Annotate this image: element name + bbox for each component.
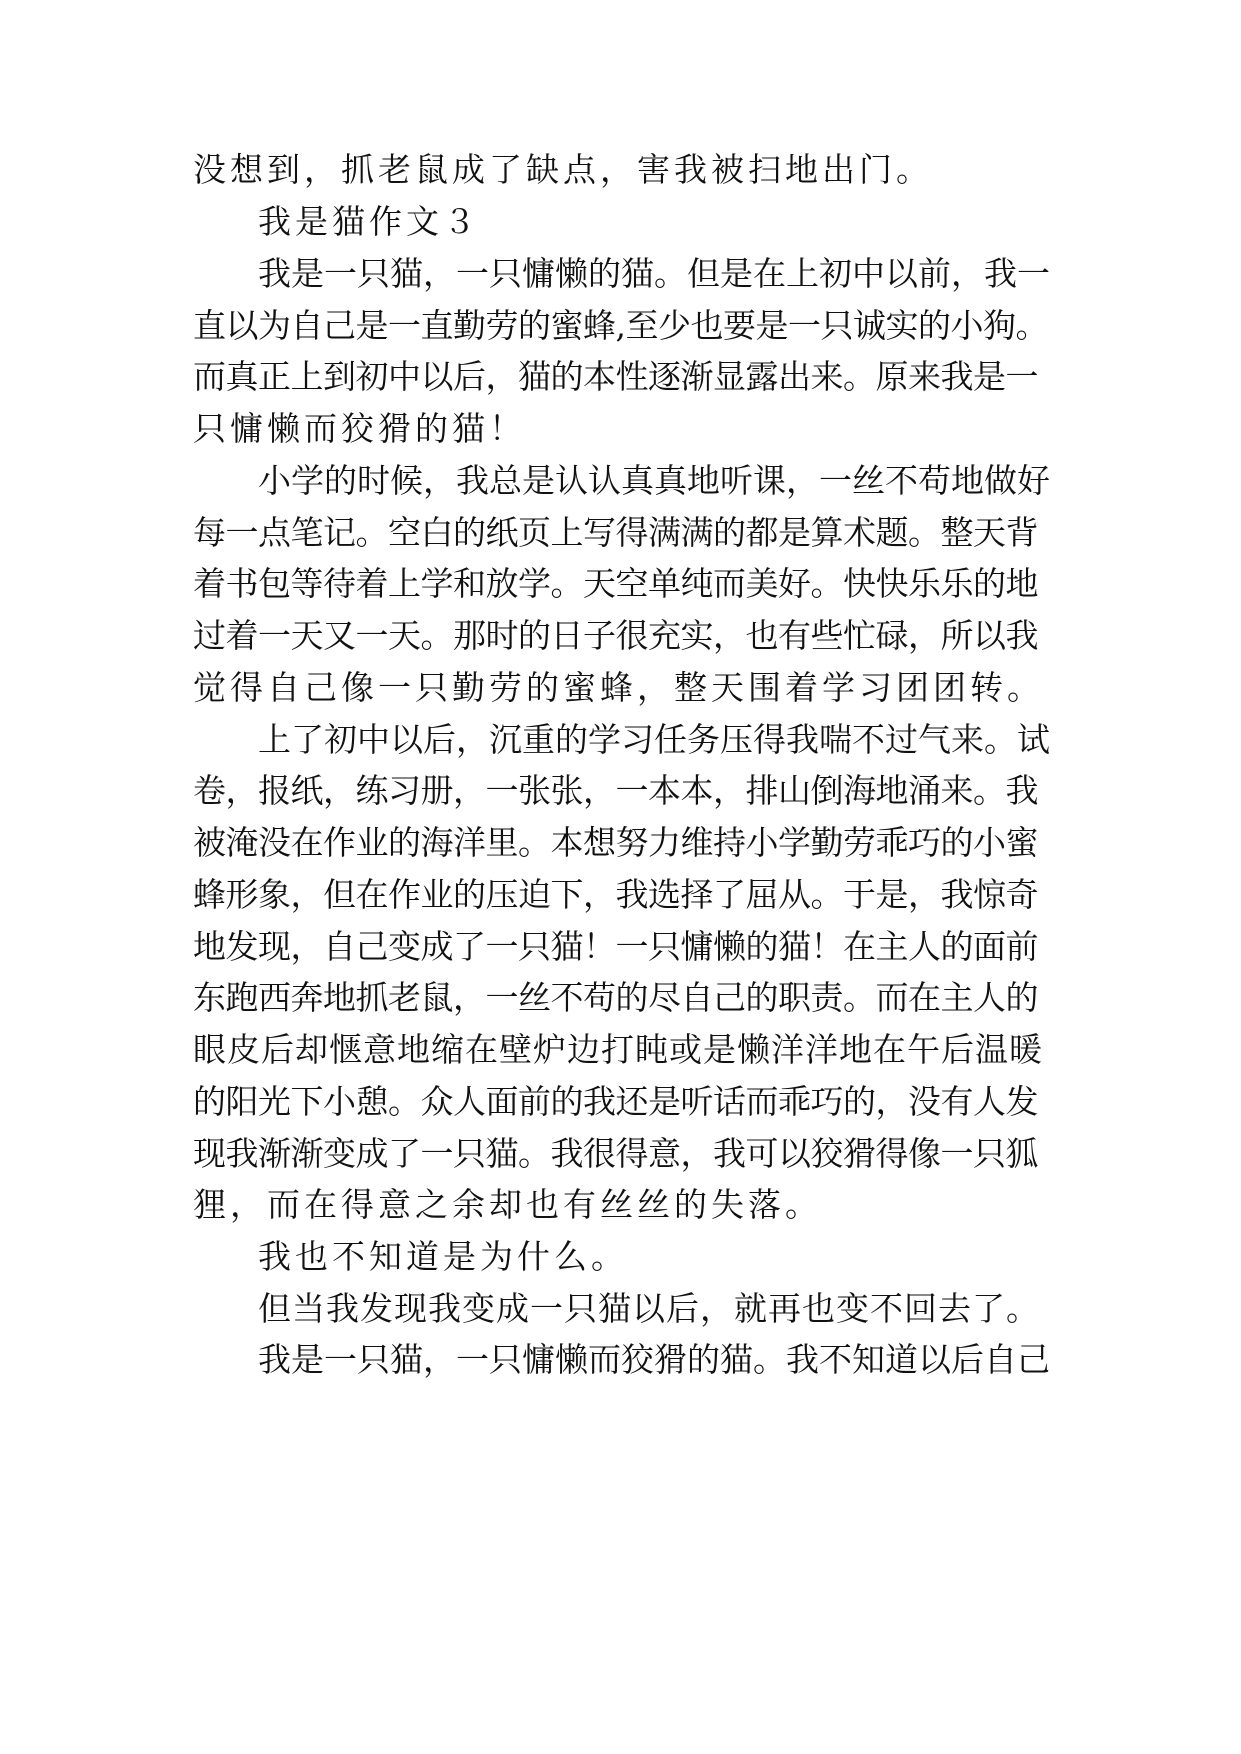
text-line: 没想到，抓老鼠成了缺点，害我被扫地出门。 [193,150,933,189]
text-line: 我是一只猫，一只慵懒的猫。但是在上初中以前，我一 [258,254,1050,293]
text-line: 卷，报纸，练习册，一张张，一本本，排山倒海地涌来。我 [193,771,1038,810]
text-line: 过着一天又一天。那时的日子很充实，也有些忙碌，所以我 [193,616,1038,655]
text-line: 小学的时候，我总是认认真真地听课，一丝不苟地做好 [258,461,1050,500]
text-line: 着书包等待着上学和放学。天空单纯而美好。快快乐乐的地 [193,564,1038,603]
text-line: 我也不知道是为什么。 [258,1237,628,1276]
text-line: 每一点笔记。空白的纸页上写得满满的都是算术题。整天背 [193,513,1038,552]
text-line: 东跑西奔地抓老鼠，一丝不苟的尽自己的职责。而在主人的 [193,978,1038,1017]
text-line: 的阳光下小憩。众人面前的我还是听话而乖巧的，没有人发 [193,1082,1038,1121]
text-line: 被淹没在作业的海洋里。本想努力维持小学勤劳乖巧的小蜜 [193,823,1038,862]
text-line: 上了初中以后，沉重的学习任务压得我喘不过气来。试 [258,720,1050,759]
text-line: 直以为自己是一直勤劳的蜜蜂,至少也要是一只诚实的小狗。 [193,306,1048,345]
text-line: 现我渐渐变成了一只猫。我很得意，我可以狡猾得像一只狐 [193,1134,1038,1173]
text-line: 狸，而在得意之余却也有丝丝的失落。 [193,1185,822,1224]
section-heading: 我是猫作文３ [258,202,480,241]
text-line: 但当我发现我变成一只猫以后，就再也变不回去了。 [258,1289,1040,1328]
text-line: 觉得自己像一只勤劳的蜜蜂，整天围着学习团团转。 [193,668,1044,707]
text-line: 地发现，自己变成了一只猫！一只慵懒的猫！在主人的面前 [193,927,1038,966]
text-line: 而真正上到初中以后，猫的本性逐渐显露出来。原来我是一 [193,357,1038,396]
text-line: 眼皮后却惬意地缩在壁炉边打盹或是懒洋洋地在午后温暖 [193,1030,1043,1069]
text-line: 只慵懒而狡猾的猫！ [193,409,526,448]
text-line: 我是一只猫，一只慵懒而狡猾的猫。我不知道以后自己 [258,1340,1050,1379]
text-line: 蜂形象，但在作业的压迫下，我选择了屈从。于是，我惊奇 [193,875,1038,914]
